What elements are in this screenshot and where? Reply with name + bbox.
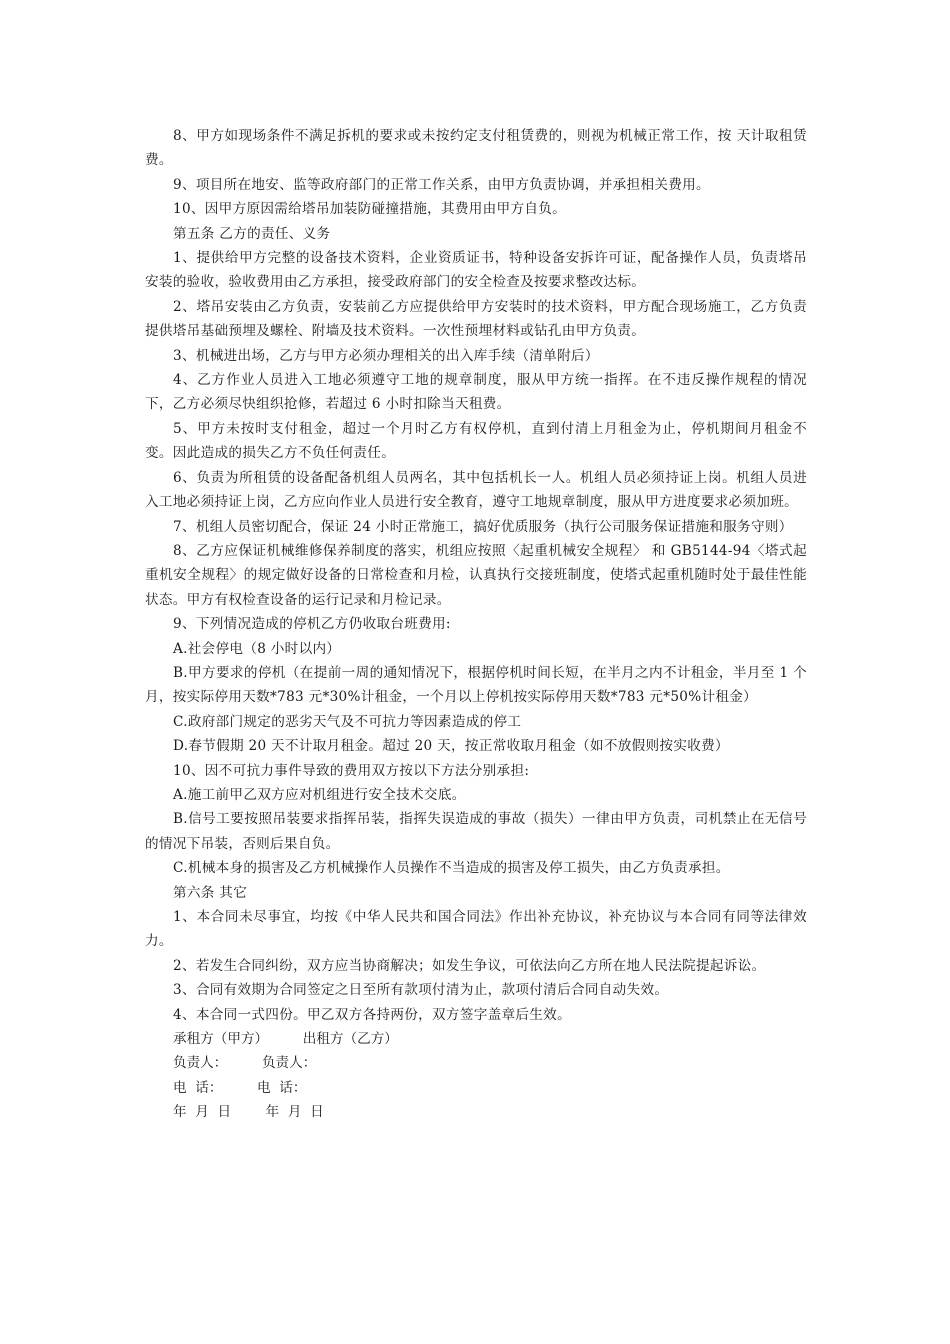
list-item: A.社会停电（8 小时以内） [173,640,341,657]
paragraph: 8、乙方应保证机械维修保养制度的落实，机组应按照〈起重机械安全规程〉 和 GB5144-94〈塔式起重机安全规程〉的规定做好设备的日常检查和月检，认真执行交接班制度，使塔式起重机随时处于最佳性能状态。甲方有权检查设备的运行记录和月检记录。 [145,542,807,608]
list-item: B.信号工要按照吊装要求指挥吊装，指挥失误造成的事故（损失）一律由甲方负责，司机禁止在无信号的情况下吊装，否则后果自负。 [145,811,807,852]
paragraph: 6、负责为所租赁的设备配备机组人员两名，其中包括机长一人。机组人员必须持证上岗。机组人员进入工地必须持证上岗，乙方应向作业人员进行安全教育，遵守工地规章制度，服从甲方进度要求必须加班。 [145,469,807,511]
paragraph: 9、下列情况造成的停机乙方仍收取台班费用: [173,616,451,633]
paragraph: 2、若发生合同纠纷，双方应当协商解决；如发生争议，可依法向乙方所在地人民法院提起诉讼。 [173,957,766,974]
list-item: D.春节假期 20 天不计取月租金。超过 20 天，按正常收取月租金（如不放假则按实收费） [173,738,729,755]
paragraph: 2、塔吊安装由乙方负责，安装前乙方应提供给甲方安装时的技术资料，甲方配合现场施工，乙方负责提供塔吊基础预埋及螺栓、附墙及技术资料。一次性预埋材料或钻孔由甲方负责。 [145,298,807,340]
signature-responsible: 负责人： 负责人： [173,1055,317,1072]
paragraph: 1、本合同未尽事宜，均按《中华人民共和国合同法》作出补充协议，补充协议与本合同有同等法律效力。 [145,909,807,950]
contract-page [145,124,807,1125]
paragraph: 4、乙方作业人员进入工地必须遵守工地的规章制度，服从甲方统一指挥。在不违反操作规程的情况下，乙方必须尽快组织抢修，若超过 6 小时扣除当天租费。 [145,372,807,413]
list-item: B.甲方要求的停机（在提前一周的通知情况下，根据停机时间长短，在半月之内不计租金，半月至 1 个月，按实际停用天数*783 元*30%计租金，一个月以上停机按实际停用天数*783 元*50%计租金） [145,664,807,706]
paragraph: 7、机组人员密切配合，保证 24 小时正常施工，搞好优质服务（执行公司服务保证措施和服务守则） [173,518,793,535]
section-heading: 第六条 其它 [173,884,248,901]
section-heading: 第五条 乙方的责任、义务 [173,225,331,242]
paragraph: 10、因不可抗力事件导致的费用双方按以下方法分别承担: [173,762,530,779]
paragraph: 8、甲方如现场条件不满足拆机的要求或未按约定支付租赁费的，则视为机械正常工作，按 天计取租赁费。 [145,128,807,169]
paragraph: 4、本合同一式四份。甲乙双方各持两份，双方签字盖章后生效。 [173,1006,571,1023]
paragraph: 10、因甲方原因需给塔吊加装防碰撞措施，其费用由甲方自负。 [173,201,567,218]
paragraph: 5、甲方未按时支付租金，超过一个月时乙方有权停机，直到付清上月租金为止，停机期间月租金不变。因此造成的损失乙方不负任何责任。 [145,420,807,462]
list-item: C.机械本身的损害及乙方机械操作人员操作不当造成的损害及停工损失，由乙方负责承担。 [173,860,730,877]
paragraph: 3、机械进出场，乙方与甲方必须办理相关的出入库手续（清单附后） [173,347,599,364]
list-item: C.政府部门规定的恶劣天气及不可抗力等因素造成的停工 [173,713,522,730]
signature-phone: 电 话： 电 话： [173,1079,307,1096]
paragraph: 9、项目所在地安、监等政府部门的正常工作关系，由甲方负责协调，并承担相关费用。 [173,176,710,193]
list-item: A.施工前甲乙双方应对机组进行安全技术交底。 [173,786,466,803]
paragraph: 1、提供给甲方完整的设备技术资料，企业资质证书，特种设备安拆许可证，配备操作人员，负责塔吊安装的验收，验收费用由乙方承担，接受政府部门的安全检查及按要求整改达标。 [145,250,807,291]
signature-parties: 承租方（甲方） 出租方（乙方） [173,1031,398,1048]
paragraph: 3、合同有效期为合同签定之日至所有款项付清为止，款项付清后合同自动失效。 [173,982,669,999]
signature-date: 年 月 日 年 月 日 [173,1104,324,1121]
